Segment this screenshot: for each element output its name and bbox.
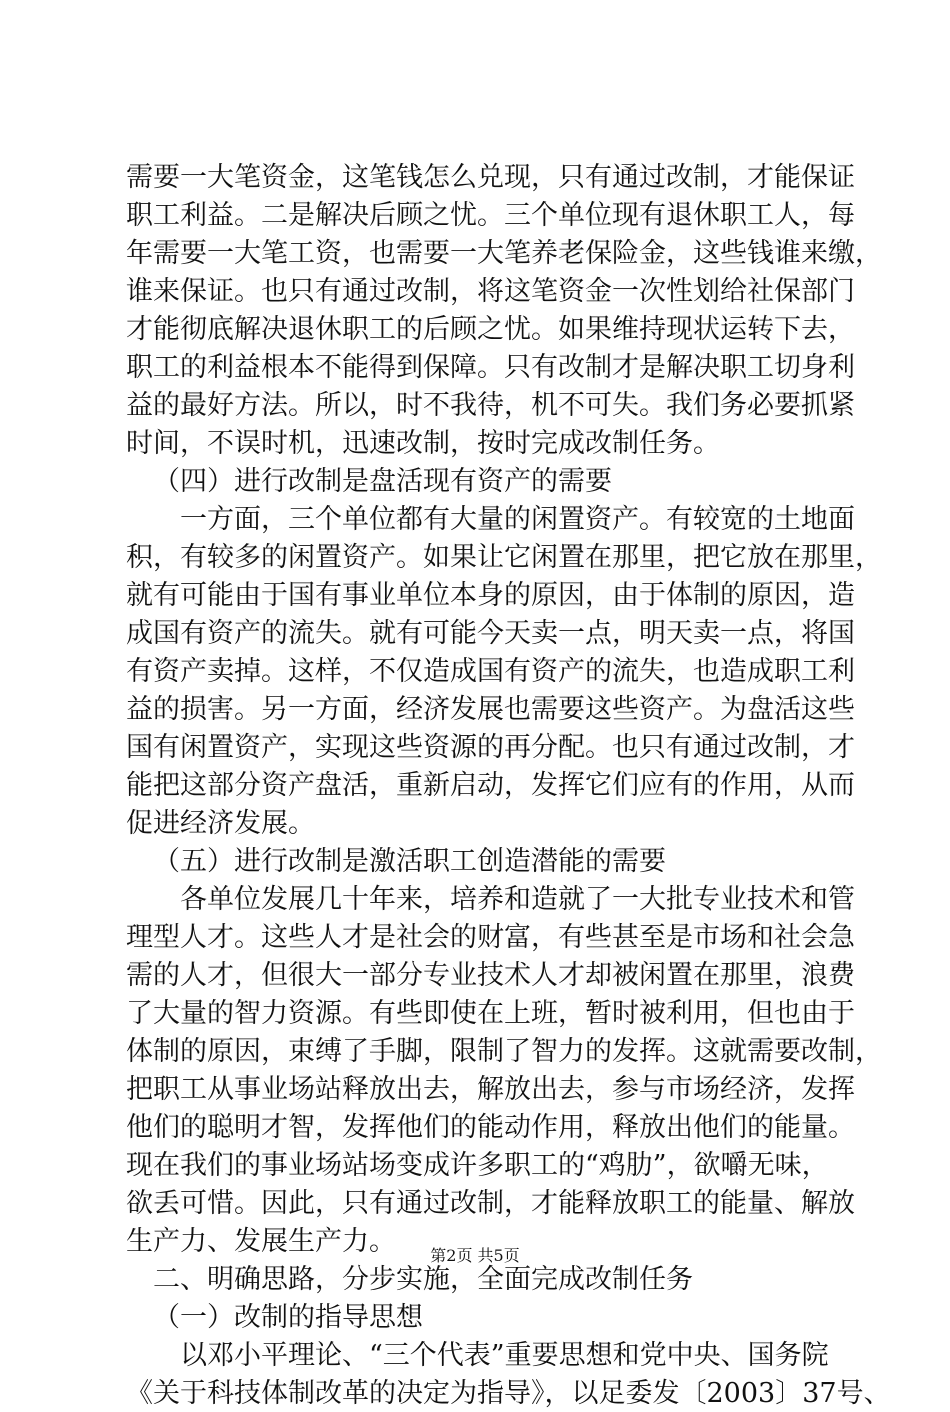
text-line: 需要一大笔资金，这笔钱怎么兑现，只有通过改制，才能保证 <box>126 162 855 193</box>
text-line: 年需要一大笔工资，也需要一大笔养老保险金，这些钱谁来缴， <box>126 238 882 269</box>
text-line: 他们的聪明才智，发挥他们的能动作用，释放出他们的能量。 <box>126 1112 855 1143</box>
text-line: 职工利益。二是解决后顾之忧。三个单位现有退休职工人，每 <box>126 200 855 231</box>
section-heading: （五）进行改制是激活职工创造潜能的需要 <box>153 846 666 877</box>
text-line: 促进经济发展。 <box>126 808 315 839</box>
text-line: 《关于科技体制改革的决定为指导》，以足委发〔2003〕37号、 <box>126 1378 891 1409</box>
paragraph-start: 各单位发展几十年来，培养和造就了一大批专业技术和管 <box>180 884 855 915</box>
page-footer: 第2页 共5页 <box>430 1246 520 1265</box>
text-line: 积，有较多的闲置资产。如果让它闲置在那里，把它放在那里， <box>126 542 882 573</box>
text-line: 把职工从事业场站释放出去，解放出去，参与市场经济，发挥 <box>126 1074 855 1105</box>
text-line: 能把这部分资产盘活，重新启动，发挥它们应有的作用，从而 <box>126 770 855 801</box>
text-line: 职工的利益根本不能得到保障。只有改制才是解决职工切身利 <box>126 352 855 383</box>
text-line: 理型人才。这些人才是社会的财富，有些甚至是市场和社会急 <box>126 922 855 953</box>
section-heading: 二、明确思路，分步实施，全面完成改制任务 <box>153 1264 693 1295</box>
section-heading: （四）进行改制是盘活现有资产的需要 <box>153 466 612 497</box>
text-line: 益的最好方法。所以，时不我待，机不可失。我们务必要抓紧 <box>126 390 855 421</box>
text-line: 体制的原因，束缚了手脚，限制了智力的发挥。这就需要改制， <box>126 1036 882 1067</box>
paragraph-start: 以邓小平理论、“三个代表”重要思想和党中央、国务院 <box>180 1340 829 1371</box>
paragraph-start: 一方面，三个单位都有大量的闲置资产。有较宽的土地面 <box>180 504 855 535</box>
text-line: 时间，不误时机，迅速改制，按时完成改制任务。 <box>126 428 720 459</box>
subsection-heading: （一）改制的指导思想 <box>153 1302 423 1333</box>
text-line: 国有闲置资产，实现这些资源的再分配。也只有通过改制，才 <box>126 732 855 763</box>
text-line: 了大量的智力资源。有些即使在上班，暂时被利用，但也由于 <box>126 998 855 1029</box>
text-line: 才能彻底解决退休职工的后顾之忧。如果维持现状运转下去， <box>126 314 855 345</box>
text-line: 益的损害。另一方面，经济发展也需要这些资产。为盘活这些 <box>126 694 855 725</box>
text-line: 欲丢可惜。因此，只有通过改制，才能释放职工的能量、解放 <box>126 1188 855 1219</box>
text-line: 谁来保证。也只有通过改制，将这笔资金一次性划给社保部门 <box>126 276 855 307</box>
text-line: 有资产卖掉。这样，不仅造成国有资产的流失，也造成职工利 <box>126 656 855 687</box>
text-line: 成国有资产的流失。就有可能今天卖一点，明天卖一点，将国 <box>126 618 855 649</box>
text-line: 需的人才，但很大一部分专业技术人才却被闲置在那里，浪费 <box>126 960 855 991</box>
text-line: 就有可能由于国有事业单位本身的原因，由于体制的原因，造 <box>126 580 855 611</box>
text-line: 生产力、发展生产力。 <box>126 1226 396 1257</box>
text-line: 现在我们的事业场站场变成许多职工的“鸡肋”，欲嚼无味， <box>126 1150 829 1181</box>
